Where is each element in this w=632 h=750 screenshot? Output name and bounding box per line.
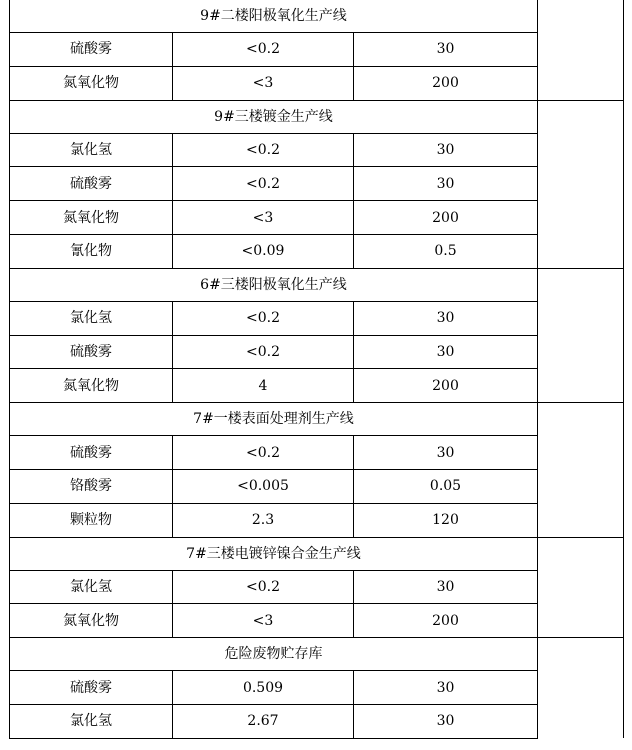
measured-cell: <3	[173, 66, 354, 100]
section-header-row	[10, 0, 624, 33]
section-title: 7#一楼表面处理剂生产线	[10, 403, 538, 436]
pollutant-cell: 硫酸雾	[10, 436, 173, 470]
table-row	[10, 671, 624, 705]
remarks-cell	[538, 570, 624, 604]
section-title: 7#三楼电镀锌镍合金生产线	[10, 537, 538, 570]
limit-cell: 200	[354, 369, 538, 403]
pollutant-cell: 氯化氢	[10, 133, 173, 167]
remarks-cell	[538, 469, 624, 503]
measured-cell: <0.2	[173, 335, 354, 369]
pollutant-cell: 氮氧化物	[10, 201, 173, 235]
table-row	[10, 369, 624, 403]
measured-cell: <0.2	[173, 167, 354, 201]
limit-cell: 0.05	[354, 469, 538, 503]
pollutant-cell: 氯化氢	[10, 704, 173, 738]
remarks-cell	[538, 100, 624, 133]
pollutant-cell: 氮氧化物	[10, 604, 173, 638]
section-title: 6#三楼阳极氧化生产线	[10, 268, 538, 301]
measured-cell: <0.2	[173, 436, 354, 470]
table-row	[10, 301, 624, 335]
limit-cell: 30	[354, 33, 538, 67]
measured-cell: <0.2	[173, 570, 354, 604]
table-row	[10, 335, 624, 369]
limit-cell: 30	[354, 436, 538, 470]
remarks-cell	[538, 704, 624, 738]
pollutant-cell: 氯化氢	[10, 301, 173, 335]
measured-cell: <0.005	[173, 469, 354, 503]
remarks-cell	[538, 268, 624, 301]
limit-cell: 30	[354, 570, 538, 604]
remarks-cell	[538, 234, 624, 268]
table-row	[10, 33, 624, 67]
table-row	[10, 66, 624, 100]
section-header-row	[10, 403, 624, 436]
limit-cell: 200	[354, 66, 538, 100]
remarks-cell	[538, 301, 624, 335]
limit-cell: 30	[354, 704, 538, 738]
measured-cell: 0.509	[173, 671, 354, 705]
section-title: 9#三楼镀金生产线	[10, 100, 538, 133]
remarks-cell	[538, 638, 624, 671]
section-title: 9#二楼阳极氧化生产线	[10, 0, 538, 33]
limit-cell: 200	[354, 201, 538, 235]
table-row	[10, 570, 624, 604]
limit-cell: 30	[354, 335, 538, 369]
emission-table-body	[10, 0, 624, 738]
remarks-cell	[538, 167, 624, 201]
remarks-cell	[538, 66, 624, 100]
pollutant-cell: 硫酸雾	[10, 671, 173, 705]
measured-cell: <0.09	[173, 234, 354, 268]
pollutant-cell: 氮氧化物	[10, 66, 173, 100]
section-header-row	[10, 100, 624, 133]
section-title: 危险废物贮存库	[10, 638, 538, 671]
remarks-cell	[538, 671, 624, 705]
table-row	[10, 436, 624, 470]
limit-cell: 0.5	[354, 234, 538, 268]
remarks-cell	[538, 335, 624, 369]
remarks-cell	[538, 201, 624, 235]
limit-cell: 30	[354, 133, 538, 167]
remarks-cell	[538, 403, 624, 436]
measured-cell: <0.2	[173, 301, 354, 335]
emission-table	[9, 0, 624, 739]
pollutant-cell: 铬酸雾	[10, 469, 173, 503]
remarks-cell	[538, 436, 624, 470]
table-row	[10, 133, 624, 167]
remarks-cell	[538, 604, 624, 638]
table-row	[10, 167, 624, 201]
remarks-cell	[538, 369, 624, 403]
table-row	[10, 234, 624, 268]
table-row	[10, 201, 624, 235]
remarks-cell	[538, 133, 624, 167]
remarks-cell	[538, 33, 624, 67]
pollutant-cell: 硫酸雾	[10, 33, 173, 67]
table-row	[10, 604, 624, 638]
pollutant-cell: 硫酸雾	[10, 335, 173, 369]
section-header-row	[10, 638, 624, 671]
remarks-cell	[538, 0, 624, 33]
measured-cell: 4	[173, 369, 354, 403]
measured-cell: <0.2	[173, 33, 354, 67]
limit-cell: 30	[354, 167, 538, 201]
measured-cell: 2.3	[173, 503, 354, 537]
measured-cell: <0.2	[173, 133, 354, 167]
measured-cell: <3	[173, 201, 354, 235]
pollutant-cell: 氮氧化物	[10, 369, 173, 403]
remarks-cell	[538, 537, 624, 570]
limit-cell: 120	[354, 503, 538, 537]
pollutant-cell: 氰化物	[10, 234, 173, 268]
limit-cell: 200	[354, 604, 538, 638]
section-header-row	[10, 537, 624, 570]
pollutant-cell: 硫酸雾	[10, 167, 173, 201]
measured-cell: 2.67	[173, 704, 354, 738]
table-row	[10, 469, 624, 503]
limit-cell: 30	[354, 301, 538, 335]
pollutant-cell: 氯化氢	[10, 570, 173, 604]
pollutant-cell: 颗粒物	[10, 503, 173, 537]
section-header-row	[10, 268, 624, 301]
table-row	[10, 704, 624, 738]
remarks-cell	[538, 503, 624, 537]
table-row	[10, 503, 624, 537]
measured-cell: <3	[173, 604, 354, 638]
limit-cell: 30	[354, 671, 538, 705]
